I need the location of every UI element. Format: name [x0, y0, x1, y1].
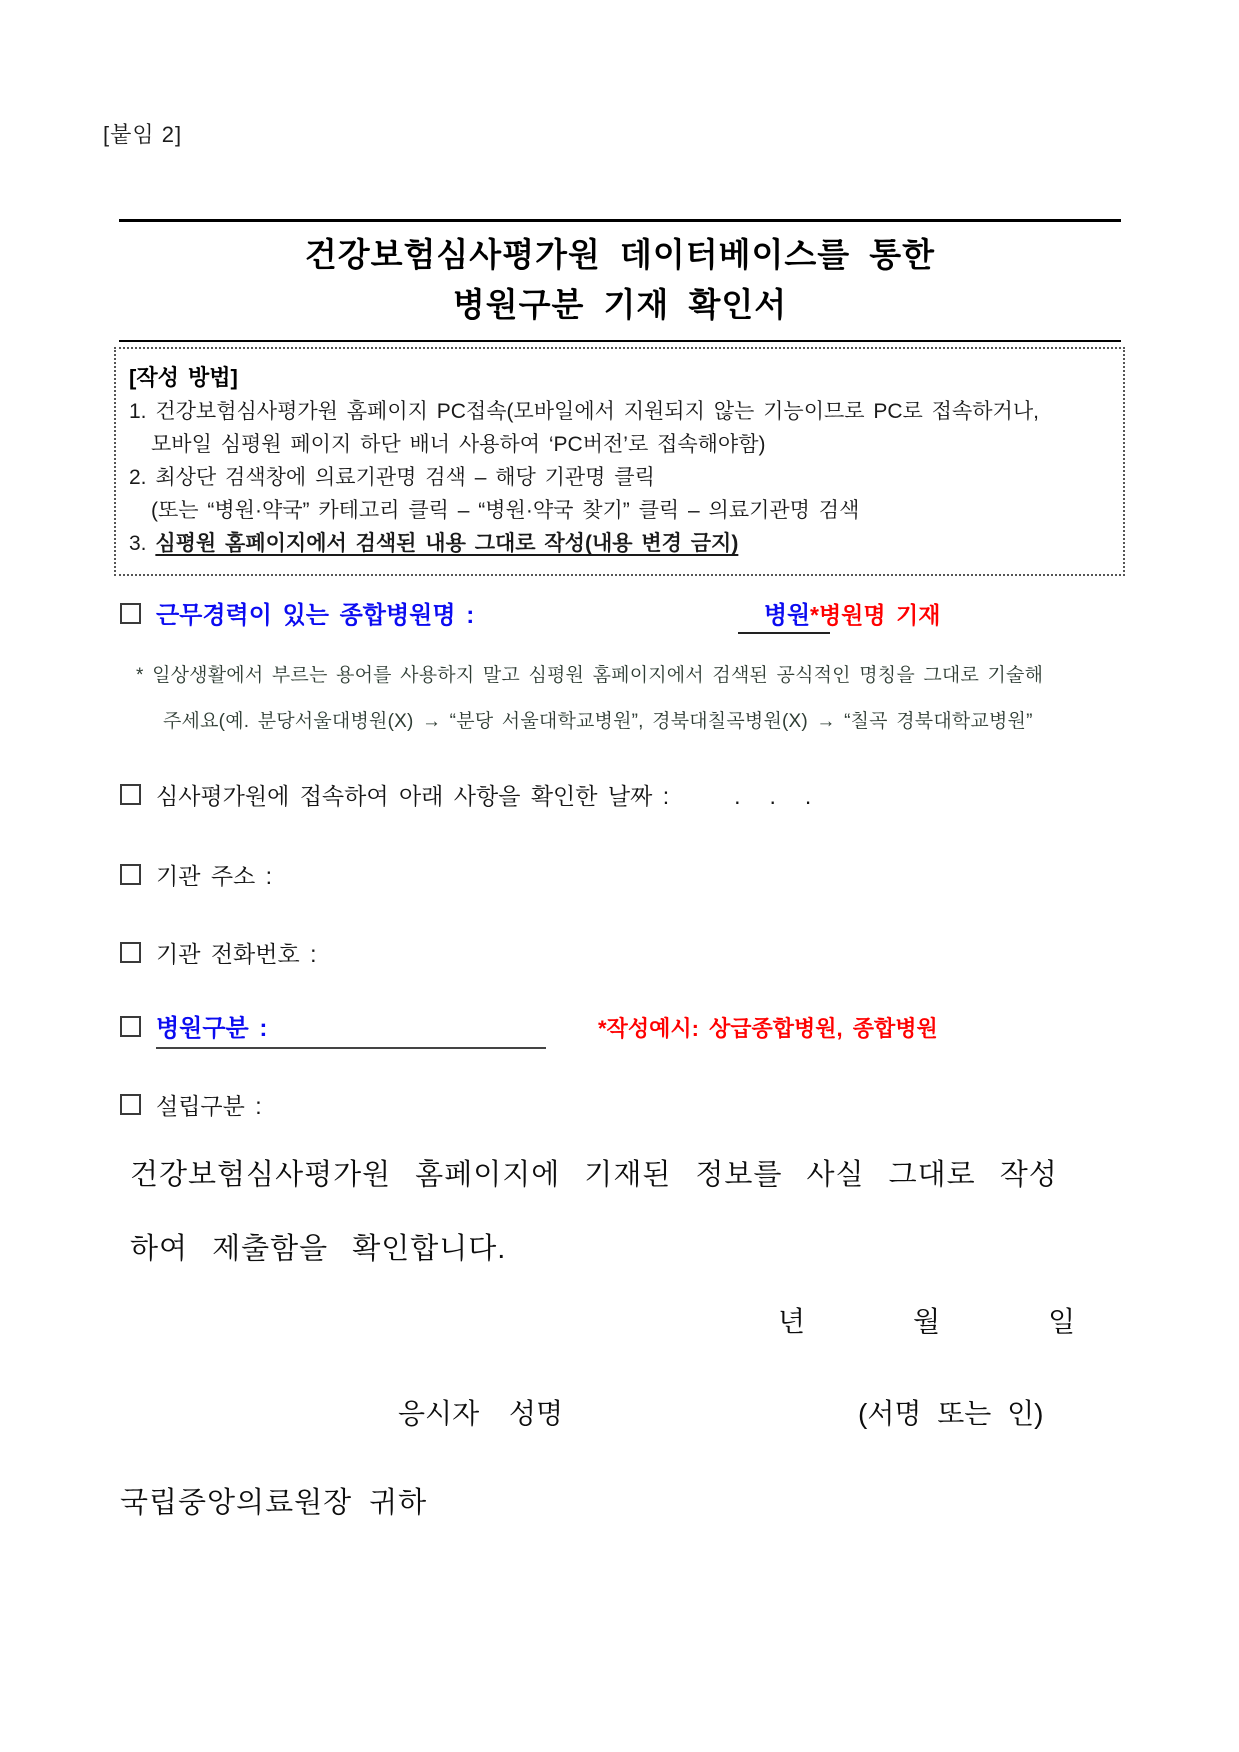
hospital-name-suffix: 병원 [763, 602, 811, 629]
date-month-label: 월 [913, 1306, 941, 1337]
field-phone [120, 936, 1170, 969]
check-date-label: 심사평가원에 접속하여 아래 사항을 확인한 날짜 : [156, 783, 670, 809]
date-day-label: 일 [1048, 1306, 1076, 1337]
instruction-item3-text: 심평원 홈페이지에서 검색된 내용 그대로 작성(내용 변경 금지) [155, 532, 739, 555]
instructions-heading: [작성 방법] [129, 365, 238, 390]
declaration-line1: 건강보험심사평가원 홈페이지에 기재된 정보를 사실 그대로 작성 [130, 1159, 1058, 1191]
signature-or-seal-label: (서명 또는 인) [858, 1398, 1044, 1429]
checkbox-icon [120, 784, 141, 805]
title-block [119, 219, 1121, 342]
instructions-box [114, 347, 1125, 576]
hospital-name-label: 근무경력이 있는 종합병원명 : [156, 602, 475, 629]
phone-label: 기관 전화번호 : [156, 941, 317, 967]
document-title-line2: 병원구분 기재 확인서 [452, 286, 788, 323]
declaration-line2: 하여 제출함을 확인합니다. [130, 1233, 507, 1265]
hospital-name-red-note: *병원명 기재 [810, 602, 941, 628]
checkbox-icon [120, 942, 141, 963]
instruction-item2-line1: 2. 최상단 검색창에 의료기관명 검색 – 해당 기관명 클릭 [129, 466, 655, 489]
checkbox-icon [120, 1094, 141, 1115]
document-title-line1: 건강보험심사평가원 데이터베이스를 통한 [304, 236, 936, 273]
field-check-date [120, 778, 1170, 811]
attachment-label: [붙임 2] [103, 122, 183, 147]
address-label: 기관 주소 : [156, 863, 273, 889]
date-line [778, 1300, 1075, 1340]
hospital-name-note-line1: * 일상생활에서 부르는 용어를 사용하지 말고 심평원 홈페이지에서 검색된 공식적인 명칭을 그대로 기술해 [136, 665, 1044, 686]
field-hospital-type [120, 1008, 1170, 1049]
applicant-name-label: 응시자 성명 [398, 1398, 564, 1429]
field-establishment-type [120, 1088, 1170, 1121]
instruction-item1-line1: 1. 건강보험심사평가원 홈페이지 PC접속(모바일에서 지원되지 않는 기능이므로 PC로 접속하거나, [129, 400, 1039, 423]
checkbox-icon [120, 864, 141, 885]
recipient-line: 국립중앙의료원장 귀하 [120, 1487, 428, 1519]
hospital-type-red-example: *작성예시: 상급종합병원, 종합병원 [598, 1016, 938, 1041]
checkbox-icon [120, 1016, 141, 1037]
check-date-dots: . . . [709, 783, 814, 809]
checkbox-icon [120, 603, 141, 624]
date-year-label: 년 [778, 1306, 806, 1337]
hospital-type-blank [156, 1008, 546, 1049]
instruction-item3 [129, 527, 1110, 560]
hospital-type-label: 병원구분 : [156, 1015, 268, 1042]
instruction-item2-line2: (또는 “병원·약국” 카테고리 클릭 – “병원·약국 찾기” 클릭 – 의료기관명 검색 [151, 499, 860, 522]
instruction-item1-line2: 모바일 심평원 페이지 하단 배너 사용하여 ‘PC버전’로 접속해야함) [151, 433, 766, 456]
field-address [120, 858, 1170, 891]
hospital-name-note-line2: 주세요(예. 분당서울대병원(X) → “분당 서울대학교병원”, 경북대칠곡병원(X) → “칠곡 경북대학교병원” [163, 711, 1033, 732]
establishment-type-label: 설립구분 : [156, 1093, 262, 1119]
instruction-item3-number: 3. [129, 532, 147, 555]
field-hospital-name [120, 595, 1170, 630]
